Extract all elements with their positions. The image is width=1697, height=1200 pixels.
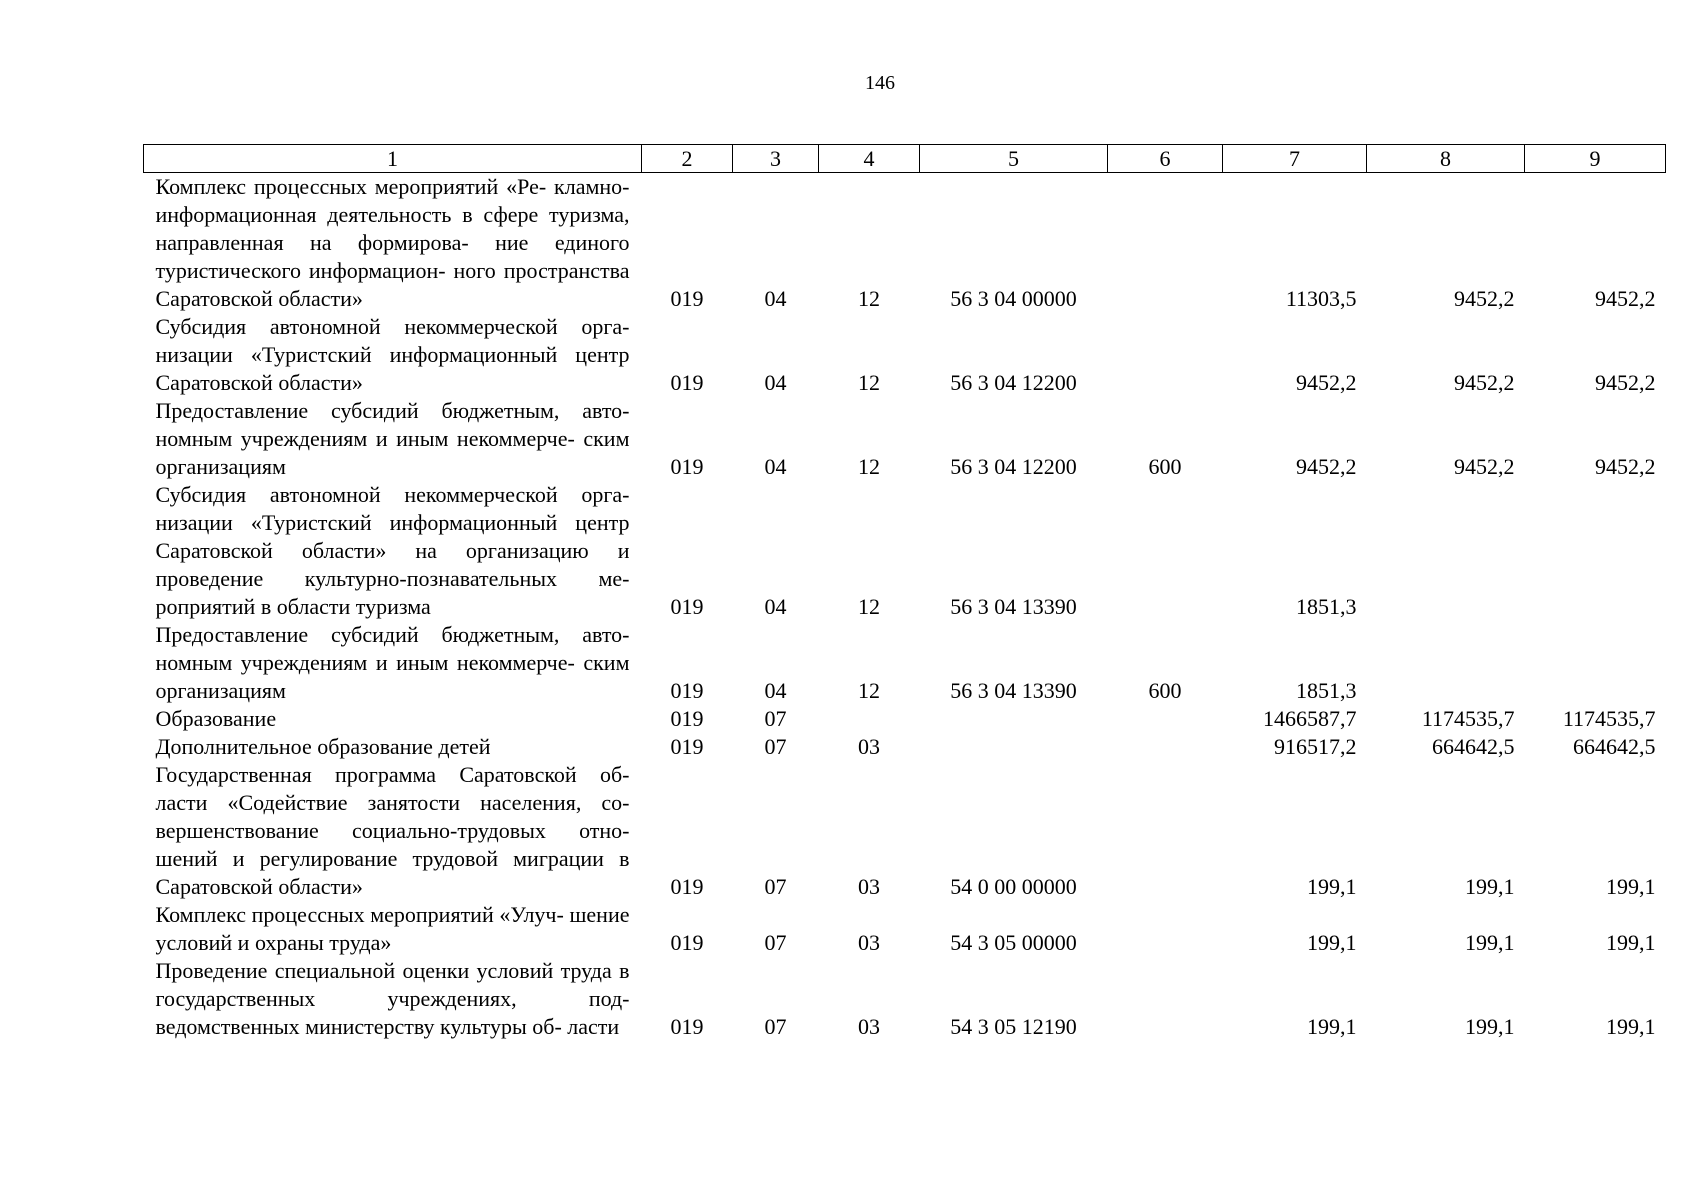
column-header-9: 9: [1525, 145, 1666, 173]
amount-col7-cell: 199,1: [1307, 930, 1357, 955]
amount-col8-cell: 9452,2: [1454, 454, 1515, 479]
table-row: [144, 733, 1666, 761]
target-article-cell: [920, 705, 1108, 733]
target-article-cell: [920, 733, 1108, 761]
expense-type-cell: [1108, 761, 1223, 901]
amount-col7-cell: 9452,2: [1296, 370, 1357, 395]
row-name-line: низации «Туристский информационный: [155, 510, 558, 535]
target-article-cell: 54 3 05 12190: [950, 1014, 1077, 1039]
column-header-4: 4: [819, 145, 920, 173]
table-row: [144, 313, 1666, 397]
row-name-line: Комплекс процессных мероприятий «Ре-: [155, 174, 547, 199]
amount-col8-cell: [1367, 481, 1525, 621]
amount-col9-cell: 664642,5: [1573, 734, 1656, 759]
expense-type-cell: [1108, 733, 1223, 761]
chapter-code-cell: 019: [670, 594, 704, 619]
chapter-code-cell: 019: [670, 734, 704, 759]
row-name-line: ласти «Содействие занятости населения, со-: [155, 790, 630, 815]
amount-col9-cell: 9452,2: [1595, 370, 1656, 395]
section-code-cell: 04: [764, 594, 787, 619]
row-name-line: низации «Туристский информационный: [155, 342, 558, 367]
section-code-cell: 07: [764, 874, 787, 899]
table-row: [144, 901, 1666, 957]
row-name-cell: [144, 705, 642, 733]
amount-col9-cell: 199,1: [1606, 874, 1656, 899]
amount-col8-cell: 664642,5: [1432, 734, 1515, 759]
expense-type-cell: [1108, 173, 1223, 314]
row-name-line: Проведение специальной оценки условий: [155, 958, 554, 983]
subsection-code-cell: 03: [858, 874, 880, 899]
subsection-code-cell: 03: [858, 734, 880, 759]
row-name-line: центр Саратовской области»: [155, 342, 630, 395]
column-header-8: 8: [1367, 145, 1525, 173]
expense-type-cell: [1108, 957, 1223, 1041]
table-row: [144, 397, 1666, 481]
row-name-line: кламно-информационная деятельность в: [155, 174, 630, 227]
section-code-cell: 07: [764, 706, 787, 731]
row-name-line: ским организациям: [155, 650, 630, 703]
table-row: [144, 481, 1666, 621]
row-name-line: центр Саратовской области» на организацию: [155, 510, 630, 563]
subsection-code-cell: 03: [858, 930, 880, 955]
row-name-line: Дополнительное образование детей: [155, 734, 491, 759]
column-header-3: 3: [733, 145, 819, 173]
chapter-code-cell: 019: [670, 874, 704, 899]
row-name-line: Субсидия автономной некоммерческой орга-: [155, 482, 630, 507]
subsection-code-cell: 12: [858, 678, 880, 703]
column-header-5: 5: [920, 145, 1108, 173]
subsection-code-cell: 03: [858, 1014, 880, 1039]
row-name-cell: [144, 901, 642, 957]
amount-col9-cell: [1525, 481, 1666, 621]
amount-col7-cell: 11303,5: [1285, 286, 1357, 311]
section-code-cell: 07: [764, 930, 787, 955]
page-number: 146: [865, 72, 895, 94]
amount-col9-cell: 199,1: [1606, 1014, 1656, 1039]
section-code-cell: 04: [764, 454, 787, 479]
expense-type-cell: [1108, 901, 1223, 957]
section-code-cell: 04: [764, 286, 787, 311]
amount-col8-cell: 9452,2: [1454, 286, 1515, 311]
row-name-line: Комплекс процессных мероприятий «Улуч-: [155, 902, 564, 927]
subsection-code-cell: 12: [858, 454, 880, 479]
row-name-cell: [144, 761, 642, 901]
section-code-cell: 04: [764, 370, 787, 395]
amount-col7-cell: 199,1: [1307, 1014, 1357, 1039]
row-name-line: и проведение культурно-познавательных ме-: [155, 538, 630, 591]
row-name-line: ного пространства Саратовской области»: [155, 258, 630, 311]
target-article-cell: 56 3 04 12200: [950, 370, 1077, 395]
amount-col9-cell: 9452,2: [1595, 454, 1656, 479]
chapter-code-cell: 019: [670, 678, 704, 703]
chapter-code-cell: 019: [670, 1014, 704, 1039]
amount-col9-cell: 9452,2: [1595, 286, 1656, 311]
section-code-cell: 04: [764, 678, 787, 703]
table-row: [144, 173, 1666, 314]
row-name-cell: [144, 173, 642, 314]
amount-col8-cell: 199,1: [1465, 930, 1515, 955]
chapter-code-cell: 019: [670, 370, 704, 395]
row-name-line: ласти: [567, 1014, 620, 1039]
row-name-line: ние единого туристического информацион-: [155, 230, 630, 283]
row-name-cell: [144, 397, 642, 481]
row-name-line: номным учреждениям и иным некоммерче-: [155, 426, 575, 451]
table-row: [144, 957, 1666, 1041]
row-name-line: Образование: [155, 706, 277, 731]
row-name-line: вершенствование социально-трудовых отно-: [155, 818, 630, 843]
expense-type-cell: [1108, 313, 1223, 397]
table-row: [144, 761, 1666, 901]
target-article-cell: 56 3 04 12200: [950, 454, 1077, 479]
column-header-6: 6: [1108, 145, 1223, 173]
table-row: [144, 621, 1666, 705]
row-name-cell: [144, 313, 642, 397]
column-header-1: 1: [144, 145, 642, 173]
chapter-code-cell: 019: [670, 706, 704, 731]
row-name-line: Субсидия автономной некоммерческой орга-: [155, 314, 630, 339]
subsection-code-cell: 12: [858, 370, 880, 395]
column-number-row: [144, 145, 1666, 173]
row-name-line: ведомственных министерству культуры об-: [155, 1014, 562, 1039]
row-name-cell: [144, 481, 642, 621]
row-name-line: Государственная программа Саратовской об-: [155, 762, 630, 787]
subsection-code-cell: [819, 705, 920, 733]
target-article-cell: 56 3 04 13390: [950, 678, 1077, 703]
row-name-line: Предоставление субсидий бюджетным, авто-: [155, 622, 630, 647]
row-name-line: ским организациям: [155, 426, 630, 479]
section-code-cell: 07: [764, 734, 787, 759]
row-name-line: шений и регулирование трудовой миграции в: [155, 846, 630, 871]
column-header-2: 2: [642, 145, 733, 173]
expense-type-cell: [1108, 705, 1223, 733]
expense-type-cell: 600: [1148, 454, 1182, 479]
amount-col7-cell: 9452,2: [1296, 454, 1357, 479]
table-body: [144, 173, 1666, 1042]
row-name-line: Саратовской области»: [155, 874, 363, 899]
amount-col7-cell: 1851,3: [1296, 594, 1357, 619]
amount-col9-cell: 1174535,7: [1562, 706, 1656, 731]
expense-type-cell: 600: [1148, 678, 1182, 703]
amount-col9-cell: 199,1: [1606, 930, 1656, 955]
section-code-cell: 07: [764, 1014, 787, 1039]
target-article-cell: 56 3 04 00000: [950, 286, 1077, 311]
amount-col7-cell: 199,1: [1307, 874, 1357, 899]
chapter-code-cell: 019: [670, 454, 704, 479]
amount-col7-cell: 916517,2: [1274, 734, 1357, 759]
column-header-7: 7: [1223, 145, 1367, 173]
amount-col9-cell: [1525, 621, 1666, 705]
table-row: [144, 705, 1666, 733]
expense-type-cell: [1108, 481, 1223, 621]
row-name-line: номным учреждениям и иным некоммерче-: [155, 650, 575, 675]
row-name-line: шение условий и охраны труда»: [155, 902, 630, 955]
amount-col8-cell: 199,1: [1465, 1014, 1515, 1039]
chapter-code-cell: 019: [670, 930, 704, 955]
amount-col7-cell: 1466587,7: [1263, 706, 1357, 731]
row-name-cell: [144, 957, 642, 1041]
row-name-line: Предоставление субсидий бюджетным, авто-: [155, 398, 630, 423]
row-name-cell: [144, 621, 642, 705]
amount-col8-cell: 199,1: [1465, 874, 1515, 899]
subsection-code-cell: 12: [858, 594, 880, 619]
chapter-code-cell: 019: [670, 286, 704, 311]
amount-col8-cell: [1367, 621, 1525, 705]
row-name-line: сфере туризма, направленная на формирова-: [155, 202, 630, 255]
amount-col7-cell: 1851,3: [1296, 678, 1357, 703]
amount-col8-cell: 9452,2: [1454, 370, 1515, 395]
subsection-code-cell: 12: [858, 286, 880, 311]
row-name-cell: [144, 733, 642, 761]
budget-table: [143, 144, 1666, 1041]
amount-col8-cell: 1174535,7: [1421, 706, 1515, 731]
target-article-cell: 54 3 05 00000: [950, 930, 1077, 955]
row-name-line: роприятий в области туризма: [155, 594, 431, 619]
target-article-cell: 54 0 00 00000: [950, 874, 1077, 899]
target-article-cell: 56 3 04 13390: [950, 594, 1077, 619]
row-name-line: труда в государственных учреждениях, под-: [155, 958, 630, 1011]
